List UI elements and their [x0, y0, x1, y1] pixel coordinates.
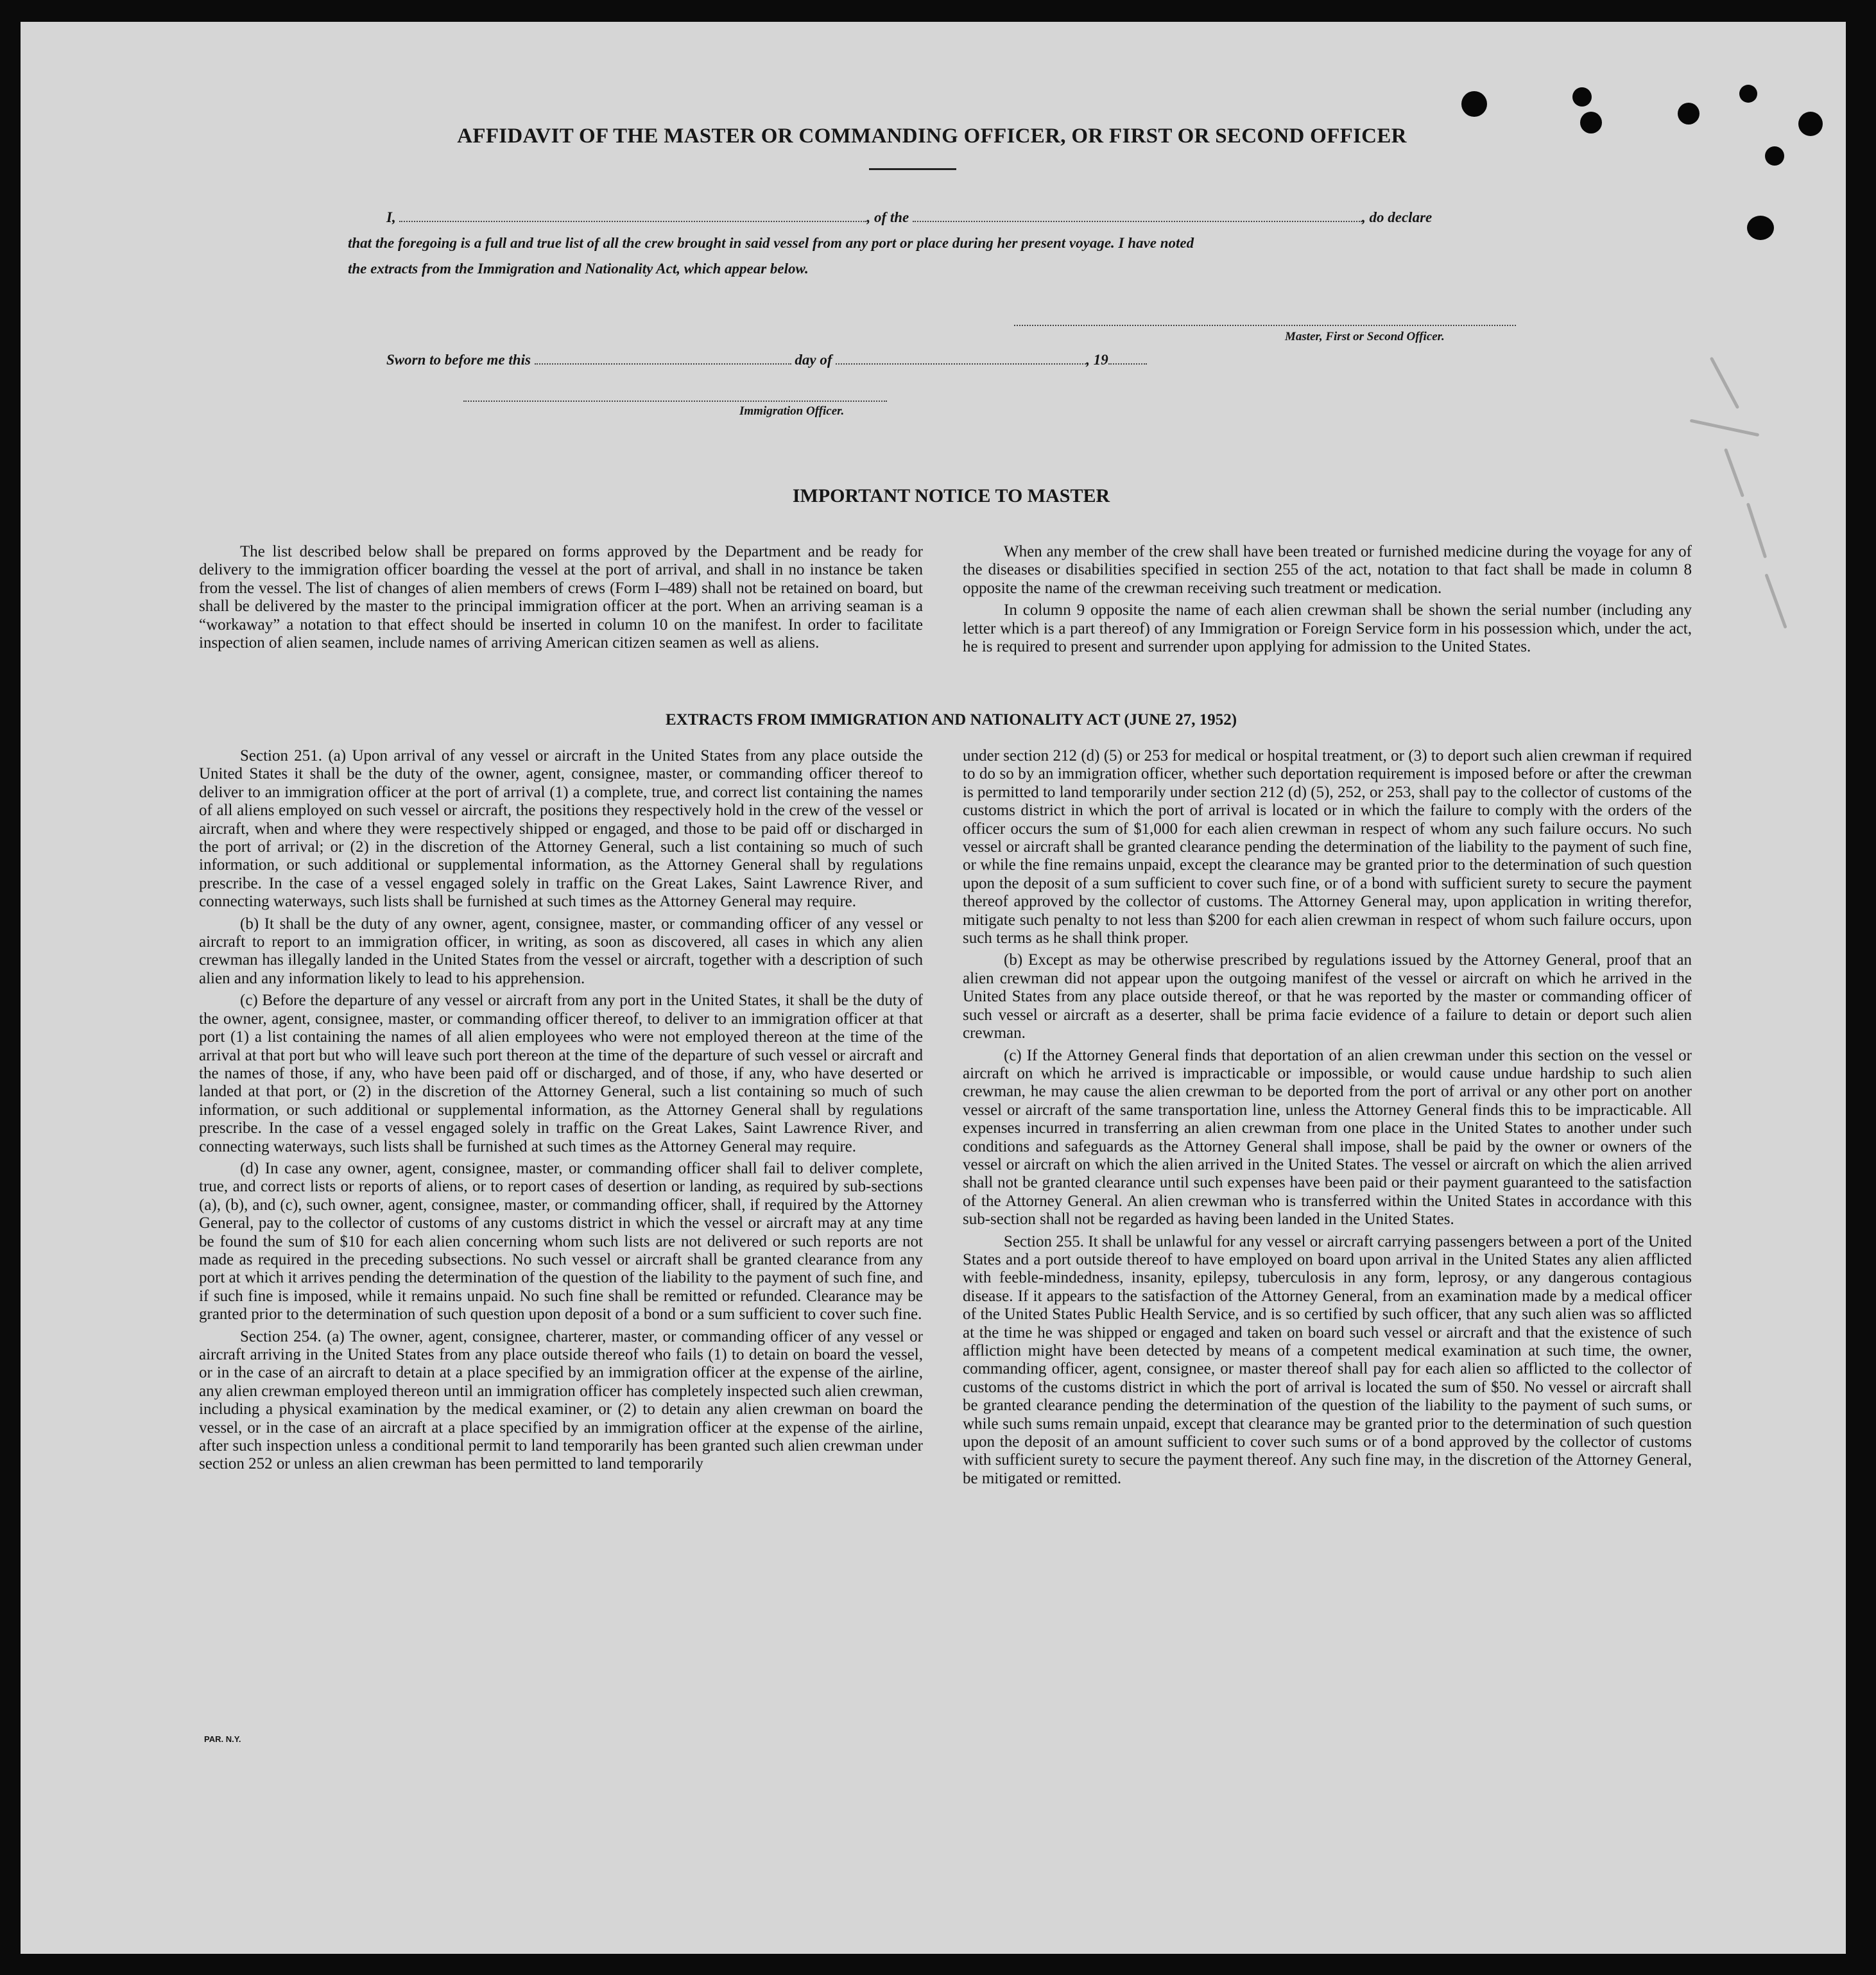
i-label: I, — [386, 209, 396, 225]
sworn-date-field[interactable] — [535, 348, 791, 365]
year-prefix-label: , 19 — [1086, 352, 1108, 368]
sworn-line — [386, 348, 1147, 368]
section-254-b: (b) Except as may be otherwise prescribed by regulations issued by the Attorney General, proof that an alien crewman did not appear upon the outgoing manifest of the vessel or aircraft on which he arrived in the United States from any place outside thereof, or that he was reported by the master or commanding officer of such vessel or aircraft as a deserter, shall be prima facie evidence of a failure to detain or deport such alien crewman. — [963, 951, 1692, 1042]
vessel-name-field[interactable] — [913, 205, 1362, 222]
declaration-line — [386, 205, 1432, 226]
statement-line-2: the extracts from the Immigration and Nationality Act, which appear below. — [348, 261, 809, 277]
section-255: Section 255. It shall be unlawful for any vessel or aircraft carrying passengers between a port of the United States and a port outside thereof to have employed on board upon arrival in the United States any alien afflicted with feeble-mindedness, insanity, epilepsy, tuberculosis in any form, leprosy, or any dangerous contagious disease. If it appears to the satisfaction of the Attorney General, from an examination made by a medical officer of the United States Public Health Service, and is so certified by such officer, that any such alien was so afflicted at the time he was shipped or engaged and taken on board such vessel or aircraft and that the existence of such affliction might have been detected by means of a competent medical examination at such time, the owner, commanding officer, agent, consignee, or master thereof shall pay for each alien so afflicted to the collector of customs of the customs district in which the port of arrival is located the sum of $50. No vessel or aircraft shall be granted clearance pending the determination of the question of the liability to the payment of such sums, or while such sums remain unpaid, except that clearance may be granted prior to the determination of such question upon the deposit of an amount sufficient to cover such sums or of a bond approved by the collector of customs with sufficient surety to secure the payment thereof. Any such fine may, in the discretion of the Attorney General, be mitigated or remitted. — [963, 1232, 1692, 1487]
notice-left-column — [199, 543, 923, 656]
punch-hole — [1580, 112, 1602, 134]
officer-signature-field[interactable] — [463, 399, 887, 402]
extracts-title: EXTRACTS FROM IMMIGRATION AND NATIONALITY ACT (JUNE 27, 1952) — [665, 711, 1237, 729]
master-signature-field[interactable] — [1014, 323, 1516, 326]
section-251-d: (d) In case any owner, agent, consignee, master, or commanding officer shall fail to deliver complete, true, and correct lists or reports of aliens, or to report cases of desertion or landing, as required by sub-sections (a), (b), and (c), such owner, agent, consignee, master, or commanding officer, shall, if required by the Attorney General, pay to the collector of customs of any customs district in which the vessel or aircraft may at any time be found the sum of $10 for each alien concerning whom such lists are not delivered or such reports are not made as required in the preceding subsections. No such vessel or aircraft shall be granted clearance from any port at which it arrives pending the determination of the question of the liability to the payment of such fine, and if such fine is imposed, while it remains unpaid. No such fine shall be remitted or refunded. Clearance may be granted prior to the determination of such question upon deposit of a bond or a sum sufficient to cover such fine. — [199, 1159, 923, 1324]
notice-right-paragraph-2: In column 9 opposite the name of each alien crewman shall be shown the serial number (including any letter which is a part thereof) of any Immigration or Foreign Service form in his possession which, under the act, he is required to present and surrender upon applying for admission to the United States. — [963, 601, 1692, 656]
punch-hole — [1461, 91, 1487, 117]
section-251-a: Section 251. (a) Upon arrival of any vessel or aircraft in the United States from any place outside the United States it shall be the duty of the owner, agent, consignee, master, or commanding officer thereof to deliver to an immigration officer at the port of arrival (1) a complete, true, and correct list containing the names of all aliens employed on such vessel or aircraft, the positions they respectively hold in the crew of the vessel or aircraft, when and where they were respectively shipped or engaged, and those to be paid off or discharged in the port of arrival; or (2) in the discretion of the Attorney General, such a list containing so much of such information, or such additional or supplemental information, as the Attorney General shall by regulations prescribe. In the case of a vessel engaged solely in traffic on the Great Lakes, Saint Lawrence River, and connecting waterways, such lists shall be furnished at such times as the Attorney General may require. — [199, 747, 923, 911]
master-caption: Master, First or Second Officer. — [1285, 330, 1445, 343]
punch-hole — [1747, 216, 1774, 240]
notice-right-paragraph-1: When any member of the crew shall have been treated or furnished medicine during the voyage for any of the diseases or disabilities specified in section 255 of the act, notation to that fact shall be made in column 8 opposite the name of the crewman receiving such treatment or medication. — [963, 543, 1692, 597]
bleed-mark — [1710, 357, 1740, 410]
extracts-right-column — [963, 747, 1692, 1492]
bleed-mark — [1690, 419, 1760, 437]
bleed-mark — [1764, 573, 1787, 628]
officer-caption: Immigration Officer. — [739, 404, 845, 418]
section-251-c: (c) Before the departure of any vessel or aircraft from any port in the United States, it shall be the duty of the owner, agent, consignee, master, or commanding officer thereof, to deliver to an immigration officer at that port (1) a list containing the names of all alien employees who were not employed thereon at the time of the arrival at that port but who will leave such port thereon at the time of the departure of such vessel or aircraft and the names of those, if any, who have been paid off or discharged, and of those, if any, who have deserted or landed at that port, or (2) in the discretion of the Attorney General, such a list containing so much of such information, or such additional or supplemental information, as the Attorney General shall by regulations prescribe. In the case of a vessel engaged solely in traffic on the Great Lakes, Saint Lawrence River, and connecting waterways, such lists shall be furnished at such times as the Attorney General may require. — [199, 992, 923, 1155]
punch-hole — [1572, 87, 1592, 107]
punch-hole — [1739, 85, 1757, 103]
punch-hole — [1798, 112, 1823, 136]
section-254-a: Section 254. (a) The owner, agent, consignee, charterer, master, or commanding officer of any vessel or aircraft arriving in the United States from any place outside thereof who fails (1) to detain on board the vessel, or in the case of an aircraft to detain at a place specified by an immigration officer at the expense of the airline, any alien crewman employed thereon until an immigration officer has completely inspected such alien crewman, including a physical examination by the medical examiner, or (2) to detain any alien crewman on board the vessel, or in the case of an aircraft at a place specified by an immigration officer at the expense of the airline, after such inspection unless a conditional permit to land temporarily has been granted such alien crewman under section 252 or unless an alien crewman has been permitted to land temporarily — [199, 1327, 923, 1473]
notice-title: IMPORTANT NOTICE TO MASTER — [792, 485, 1110, 506]
punch-hole — [1765, 146, 1784, 166]
affidavit-title: AFFIDAVIT OF THE MASTER OR COMMANDING OFFICER, OR FIRST OR SECOND OFFICER — [457, 125, 1407, 148]
punch-hole — [1678, 103, 1700, 125]
extracts-left-column — [199, 747, 923, 1478]
statement-line-1: that the foregoing is a full and true list of all the crew brought in said vessel from any port or place during her present voyage. I have noted — [348, 235, 1194, 251]
notice-right-column — [963, 543, 1692, 660]
bleed-mark — [1724, 448, 1744, 497]
declarant-name-field[interactable] — [399, 205, 866, 222]
section-254-a-continued: under section 212 (d) (5) or 253 for medical or hospital treatment, or (3) to deport such alien crewman if required to do so by an immigration officer, whether such deportation requirement is imposed before or after the crewman is permitted to land temporarily under section 212 (d) (5), 252, or 253, shall pay to the collector of customs of the customs district in which the port of arrival is located or in which the failure to comply with the orders of the officer occurs the sum of $1,000 for each alien crewman in respect of whom any such failure occurs. No such vessel or aircraft shall be granted clearance pending the determination of the liability to the payment of such fine, or while the fine remains unpaid, except the clearance may be granted prior to the determination of such question upon the deposit of a sum sufficient to cover such fine, or of a bond with sufficient surety to secure the payment thereof approved by the collector of customs. The Attorney General may, upon application in writing therefor, mitigate such penalty to not less than $200 for each alien crewman in respect of whom such failure occurs, upon such terms as he shall think proper. — [963, 747, 1692, 947]
sworn-month-field[interactable] — [836, 348, 1086, 365]
printer-mark: PAR. N.Y. — [204, 1734, 241, 1744]
day-of-label: day of — [795, 352, 832, 368]
notice-left-paragraph: The list described below shall be prepared on forms approved by the Department and be ready for delivery to the immigration officer boarding the vessel at the port of arrival, and shall in no instance be taken from the vessel. The list of changes of alien members of crews (Form I–489) shall not be retained on board, but shall be delivered by the master to the principal immigration officer at the port. When an arriving seaman is a “workaway” a notation to that effect should be inserted in column 10 on the manifest. In order to facilitate inspection of alien seamen, include names of arriving American citizen seamen as well as aliens. — [199, 543, 923, 652]
title-rule — [869, 168, 956, 170]
do-declare-label: , do declare — [1362, 209, 1433, 225]
section-251-b: (b) It shall be the duty of any owner, agent, consignee, master, or commanding officer of any vessel or aircraft to report to an immigration officer, in writing, as soon as discovered, all cases in which any alien crewman has illegally landed in the United States from the vessel or aircraft, together with a description of such alien and any information likely to lead to his apprehension. — [199, 915, 923, 987]
document-page — [21, 22, 1846, 1954]
bleed-mark — [1746, 503, 1768, 558]
sworn-year-field[interactable] — [1108, 348, 1147, 365]
of-the-label: , of the — [866, 209, 909, 225]
sworn-label: Sworn to before me this — [386, 352, 531, 368]
section-254-c: (c) If the Attorney General finds that deportation of an alien crewman under this section on the vessel or aircraft on which he arrived is impracticable or impossible, or would cause undue hardship to such alien crewman, he may cause the alien crewman to be deported from the port of arrival or any other port on another vessel or aircraft of the same transportation line, unless the Attorney General finds this to be impracticable. All expenses incurred in transferring an alien crewman from one place in the United States to another under such conditions and safeguards as the Attorney General shall impose, shall be paid by the owner or owners of the vessel or aircraft on which the alien arrived in the United States. The vessel or aircraft on which the alien arrived shall not be granted clearance until such expenses have been paid or their payment guaranteed to the satisfaction of the Attorney General. An alien crewman who is transferred within the United States in accordance with this sub-section shall not be regarded as having been landed in the United States. — [963, 1046, 1692, 1229]
